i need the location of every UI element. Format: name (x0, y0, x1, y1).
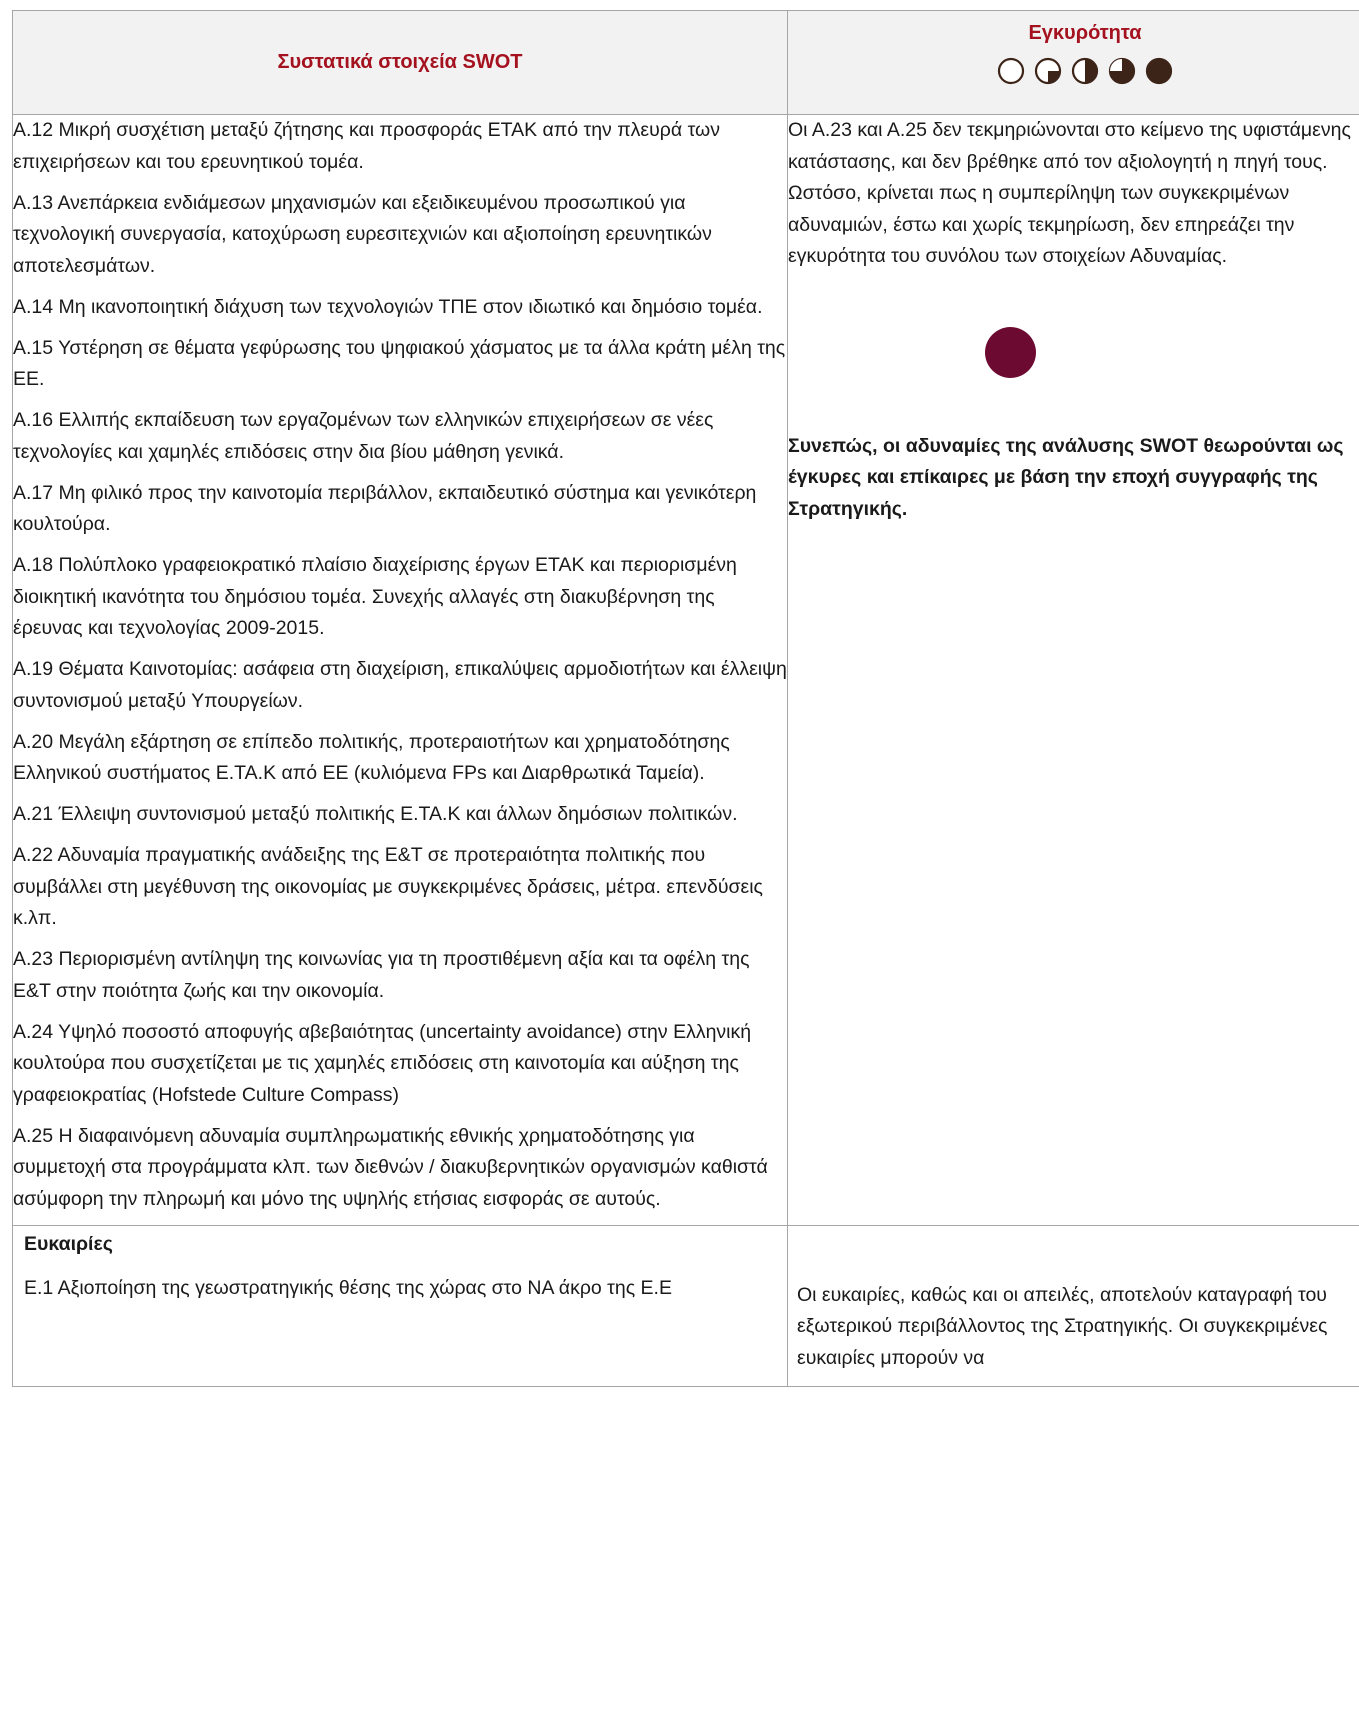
list-item: Α.19 Θέματα Καινοτομίας: ασάφεια στη διαχείριση, επικαλύψεις αρμοδιοτήτων και έλλειψη συντονισμού μεταξύ Υπουργείων. (13, 658, 787, 712)
weaknesses-list (13, 115, 788, 1226)
list-item: Α.20 Μεγάλη εξάρτηση σε επίπεδο πολιτικής, προτεραιοτήτων και χρηματοδότησης Ελληνικού συστήματος Ε.ΤΑ.Κ από ΕΕ (κυλιόμενα FPs και Διαρθρωτικά Ταμεία). (13, 730, 730, 784)
list-item: Α.25 Η διαφαινόμενη αδυναμία συμπληρωματικής εθνικής χρηματοδότησης για συμμετοχή στα προγράμματα κλπ. των διεθνών / διακυβερνητικών οργανισμών καθιστά ασύμφορη την πληρωμή και μόνο της υψηλής ετήσιας εισφοράς σε αυτούς. (13, 1124, 768, 1210)
header-cell-components (13, 11, 788, 115)
weaknesses-conclusion: Συνεπώς, οι αδυναμίες της ανάλυσης SWOT θεωρούνται ως έγκυρες και επίκαιρες με βάση την εποχή συγγραφής της Στρατηγικής. (788, 434, 1344, 520)
opportunities-validity-note: Οι ευκαιρίες, καθώς και οι απειλές, αποτελούν καταγραφή του εξωτερικού περιβάλλοντος της Στρατηγικής. Οι συγκεκριμένες ευκαιρίες μπορούν να (797, 1283, 1328, 1369)
circle-full-icon (985, 327, 1036, 378)
weaknesses-validity-note: Οι Α.23 και Α.25 δεν τεκμηριώνονται στο κείμενο της υφιστάμενης κατάστασης, και δεν βρέθηκε από τον αξιολογητή η πηγή τους. Ωστόσο, κρίνεται πως η συμπερίληψη των συγκεκριμένων αδυναμιών, έστω και χωρίς τεκμηρίωση, δεν επηρεάζει την εγκυρότητα του συνόλου των στοιχείων Αδυναμίας. (788, 119, 1351, 267)
list-item: Α.16 Ελλιπής εκπαίδευση των εργαζομένων των ελληνικών επιχειρήσεων σε νέες τεχνολογίες και χαμηλές επιδόσεις στην δια βίου μάθηση γενικά. (13, 409, 714, 463)
weaknesses-validity-cell (788, 115, 1359, 1226)
list-item: Α.12 Μικρή συσχέτιση μεταξύ ζήτησης και προσφοράς ΕΤΑΚ από την πλευρά των επιχειρήσεων και του ερευνητικού τομέα. (13, 119, 720, 173)
header-cell-validity (788, 11, 1359, 115)
list-item: Α.14 Μη ικανοποιητική διάχυση των τεχνολογιών ΤΠΕ στον ιδιωτικό και δημόσιο τομέα. (13, 295, 763, 318)
opportunities-validity-cell (788, 1225, 1359, 1386)
circle-half-icon (1071, 57, 1099, 85)
weaknesses-row (13, 115, 1359, 1226)
validity-scale (788, 57, 1359, 85)
opportunities-list (13, 1225, 788, 1386)
list-item: Α.21 Έλλειψη συντονισμού μεταξύ πολιτικής Ε.ΤΑ.Κ και άλλων δημόσιων πολιτικών. (13, 803, 738, 825)
table-header-row (13, 11, 1359, 115)
circle-three-quarter-icon (1108, 57, 1136, 85)
list-item: Α.22 Αδυναμία πραγματικής ανάδειξης της Ε&Τ σε προτεραιότητα πολιτικής που συμβάλλει στη μεγέθυνση της οικονομίας με συγκεκριμένες δράσεις, μέτρα. επενδύσεις κ.λπ. (13, 844, 763, 929)
list-item: Α.17 Μη φιλικό προς την καινοτομία περιβάλλον, εκπαιδευτικό σύστημα και γενικότερη κουλτούρα. (13, 481, 757, 535)
circle-quarter-icon (1034, 57, 1062, 85)
list-item: Α.13 Ανεπάρκεια ενδιάμεσων μηχανισμών και εξειδικευμένου προσωπικού για τεχνολογική συνεργασία, κατοχύρωση ευρεσιτεχνιών και αξιοποίηση ερευνητικών αποτελεσμάτων. (13, 191, 712, 277)
list-item: Ε.1 Αξιοποίηση της γεωστρατηγικής θέσης της χώρας στο ΝΑ άκρο της Ε.Ε (24, 1277, 672, 1299)
list-item: Α.23 Περιορισμένη αντίληψη της κοινωνίας για τη προστιθέμενη αξία και τα οφέλη της Ε&Τ στην ποιότητα ζωής και την οικονομία. (13, 948, 750, 1002)
swot-validity-table (12, 10, 1359, 1387)
list-item: Α.15 Υστέρηση σε θέματα γεφύρωσης του ψηφιακού χάσματος με τα άλλα κράτη μέλη της ΕΕ. (13, 336, 786, 390)
circle-full-icon (1145, 57, 1173, 85)
circle-empty-icon (997, 57, 1025, 85)
list-item: Α.24 Υψηλό ποσοστό αποφυγής αβεβαιότητας (uncertainty avoidance) στην Ελληνική κουλτούρα που συσχετίζεται με τις χαμηλές επιδόσεις στη καινοτομία και αύξηση της γραφειοκρατίας (Hofstede Culture Compass) (13, 1020, 752, 1106)
list-item: Α.18 Πολύπλοκο γραφειοκρατικό πλαίσιο διαχείρισης έργων ΕΤΑΚ και περιορισμένη διοικητική ικανότητα του δημόσιου τομέα. Συνεχής αλλαγές στη διακυβέρνηση της έρευνας και τεχνολογίας 2009-2015. (13, 554, 737, 639)
header-validity-title: Εγκυρότητα (1028, 22, 1142, 44)
opportunities-heading: Ευκαιρίες (24, 1232, 113, 1255)
opportunities-row (13, 1225, 1359, 1386)
validity-rating (788, 327, 1359, 378)
header-components-title: Συστατικά στοιχεία SWOT (277, 51, 523, 73)
